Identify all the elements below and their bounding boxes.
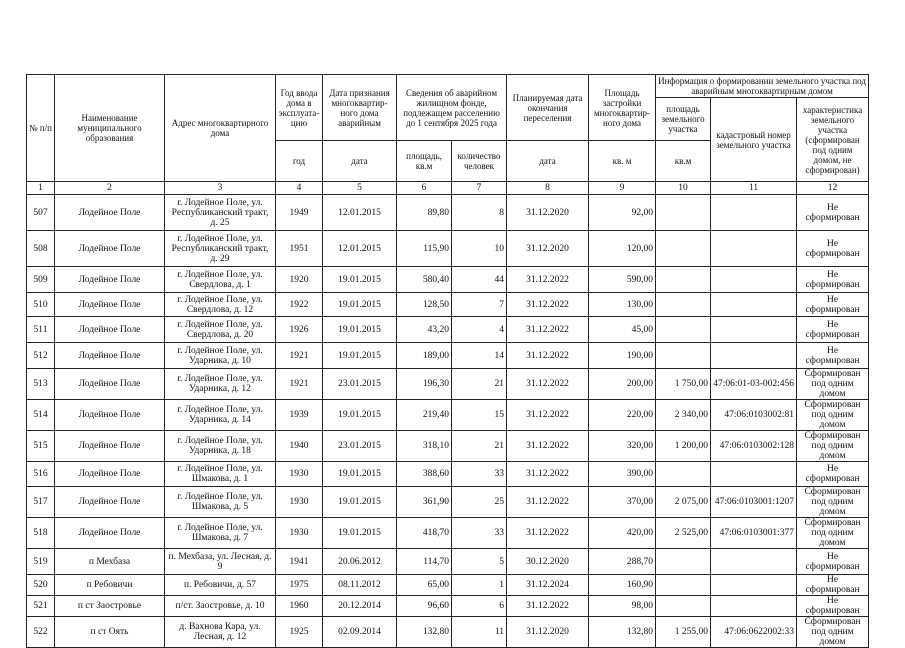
build-area-cell: 320,00 [589, 431, 656, 462]
year-cell: 1975 [276, 575, 323, 596]
subheader-planned: дата [507, 141, 589, 182]
land-characteristic-cell: Не сформирован [797, 231, 869, 267]
build-area-cell: 288,70 [589, 549, 656, 575]
people-cell: 5 [452, 549, 507, 575]
people-cell: 11 [452, 617, 507, 648]
area-cell: 114,70 [397, 549, 452, 575]
row-number-cell: 515 [27, 431, 55, 462]
build-area-cell: 98,00 [589, 596, 656, 617]
row-number-cell: 514 [27, 400, 55, 431]
municipality-cell: п ст Оять [55, 617, 165, 648]
build-area-cell: 132,80 [589, 617, 656, 648]
header-year: Год ввода дома в эксплуата- цию [276, 75, 323, 141]
municipality-cell: Лодейное Поле [55, 487, 165, 518]
people-cell: 10 [452, 231, 507, 267]
row-number-cell: 513 [27, 369, 55, 400]
build-area-cell: 130,00 [589, 293, 656, 317]
row-number-cell: 507 [27, 195, 55, 231]
recognition-date-cell: 02.09.2014 [323, 617, 397, 648]
cadastral-number-cell [711, 596, 797, 617]
cadastral-number-cell [711, 575, 797, 596]
column-number-cell: 12 [797, 182, 869, 195]
land-area-cell: 1 255,00 [656, 617, 711, 648]
land-characteristic-cell: Не сформирован [797, 575, 869, 596]
header-land-characteristic: характеристика земельного участка (сформирован под одним домом, не сформирован) [797, 98, 869, 182]
subheader-build-area: кв. м [589, 141, 656, 182]
address-cell: г. Лодейное Поле, ул. Республиканский тракт, д. 25 [165, 195, 276, 231]
people-cell: 6 [452, 596, 507, 617]
recognition-date-cell: 19.01.2015 [323, 317, 397, 343]
land-area-cell [656, 267, 711, 293]
build-area-cell: 420,00 [589, 518, 656, 549]
planned-date-cell: 31.12.2022 [507, 343, 589, 369]
header-cadastral: кадастровый номер земельного участка [711, 98, 797, 182]
table-row [27, 462, 869, 487]
land-area-cell [656, 596, 711, 617]
column-number-cell: 9 [589, 182, 656, 195]
people-cell: 21 [452, 431, 507, 462]
subheader-date: дата [323, 141, 397, 182]
municipality-cell: Лодейное Поле [55, 518, 165, 549]
table-row [27, 575, 869, 596]
area-cell: 65,00 [397, 575, 452, 596]
municipality-cell: Лодейное Поле [55, 369, 165, 400]
land-area-cell: 2 075,00 [656, 487, 711, 518]
recognition-date-cell: 19.01.2015 [323, 343, 397, 369]
address-cell: г. Лодейное Поле, ул. Ударника, д. 14 [165, 400, 276, 431]
planned-date-cell: 31.12.2022 [507, 487, 589, 518]
table-row [27, 195, 869, 231]
planned-date-cell: 31.12.2020 [507, 231, 589, 267]
row-number-cell: 510 [27, 293, 55, 317]
land-area-cell [656, 575, 711, 596]
land-area-cell: 2 525,00 [656, 518, 711, 549]
table-row [27, 596, 869, 617]
row-number-cell: 519 [27, 549, 55, 575]
land-characteristic-cell: Не сформирован [797, 317, 869, 343]
land-area-cell [656, 549, 711, 575]
area-cell: 189,00 [397, 343, 452, 369]
table-row [27, 487, 869, 518]
municipality-cell: Лодейное Поле [55, 195, 165, 231]
header-municipality: Наименование муниципального образования [55, 75, 165, 182]
build-area-cell: 370,00 [589, 487, 656, 518]
area-cell: 580,40 [397, 267, 452, 293]
municipality-cell: Лодейное Поле [55, 343, 165, 369]
address-cell: г. Лодейное Поле, ул. Свердлова, д. 20 [165, 317, 276, 343]
cadastral-number-cell: 47:06:0103001:1207 [711, 487, 797, 518]
area-cell: 115,90 [397, 231, 452, 267]
address-cell: г. Лодейное Поле, ул. Ударника, д. 18 [165, 431, 276, 462]
cadastral-number-cell [711, 267, 797, 293]
municipality-cell: Лодейное Поле [55, 431, 165, 462]
planned-date-cell: 31.12.2022 [507, 462, 589, 487]
address-cell: г. Лодейное Поле, ул. Шмакова, д. 1 [165, 462, 276, 487]
table-row [27, 617, 869, 648]
row-number-cell: 520 [27, 575, 55, 596]
row-number-cell: 521 [27, 596, 55, 617]
planned-date-cell: 31.12.2022 [507, 267, 589, 293]
table-row [27, 431, 869, 462]
land-characteristic-cell: Не сформирован [797, 267, 869, 293]
recognition-date-cell: 20.12.2014 [323, 596, 397, 617]
people-cell: 8 [452, 195, 507, 231]
land-characteristic-cell: Сформирован под одним домом [797, 431, 869, 462]
cadastral-number-cell [711, 293, 797, 317]
build-area-cell: 190,00 [589, 343, 656, 369]
land-characteristic-cell: Сформирован под одним домом [797, 369, 869, 400]
column-number-cell: 7 [452, 182, 507, 195]
recognition-date-cell: 12.01.2015 [323, 195, 397, 231]
recognition-date-cell: 12.01.2015 [323, 231, 397, 267]
row-number-cell: 511 [27, 317, 55, 343]
table-row [27, 549, 869, 575]
land-characteristic-cell: Сформирован под одним домом [797, 617, 869, 648]
row-number-cell: 522 [27, 617, 55, 648]
column-number-cell: 2 [55, 182, 165, 195]
recognition-date-cell: 19.01.2015 [323, 400, 397, 431]
planned-date-cell: 31.12.2022 [507, 518, 589, 549]
recognition-date-cell: 23.01.2015 [323, 431, 397, 462]
area-cell: 96,60 [397, 596, 452, 617]
address-cell: г. Лодейное Поле, ул. Шмакова, д. 5 [165, 487, 276, 518]
cadastral-number-cell [711, 195, 797, 231]
cadastral-number-cell: 47:06:01-03-002:456 [711, 369, 797, 400]
emergency-housing-table [26, 74, 869, 648]
year-cell: 1949 [276, 195, 323, 231]
year-cell: 1930 [276, 462, 323, 487]
row-number-cell: 509 [27, 267, 55, 293]
land-area-cell: 1 750,00 [656, 369, 711, 400]
address-cell: п/ст. Заостровье, д. 10 [165, 596, 276, 617]
area-cell: 418,70 [397, 518, 452, 549]
municipality-cell: Лодейное Поле [55, 267, 165, 293]
header-build-area: Площадь застройки многоквартир- ного дома [589, 75, 656, 141]
cadastral-number-cell: 47:06:0103001:377 [711, 518, 797, 549]
cadastral-number-cell: 47:06:0103002:128 [711, 431, 797, 462]
land-characteristic-cell: Сформирован под одним домом [797, 518, 869, 549]
people-cell: 33 [452, 518, 507, 549]
people-cell: 44 [452, 267, 507, 293]
address-cell: п. Ребовичи, д. 57 [165, 575, 276, 596]
year-cell: 1921 [276, 369, 323, 400]
year-cell: 1930 [276, 487, 323, 518]
header-housing-info: Сведения об аварийном жилищном фонде, подлежащем расселению до 1 сентября 2025 года [397, 75, 507, 141]
planned-date-cell: 31.12.2024 [507, 575, 589, 596]
year-cell: 1951 [276, 231, 323, 267]
cadastral-number-cell [711, 231, 797, 267]
land-characteristic-cell: Не сформирован [797, 195, 869, 231]
area-cell: 128,50 [397, 293, 452, 317]
planned-date-cell: 31.12.2020 [507, 617, 589, 648]
land-area-cell [656, 462, 711, 487]
header-num: № п/п [27, 75, 55, 182]
column-number-cell: 5 [323, 182, 397, 195]
people-cell: 25 [452, 487, 507, 518]
year-cell: 1926 [276, 317, 323, 343]
header-land-info: Информация о формировании земельного участка под аварийным многоквартирным домом [656, 75, 869, 98]
recognition-date-cell: 19.01.2015 [323, 293, 397, 317]
table-row [27, 317, 869, 343]
year-cell: 1941 [276, 549, 323, 575]
area-cell: 43,20 [397, 317, 452, 343]
year-cell: 1930 [276, 518, 323, 549]
people-cell: 33 [452, 462, 507, 487]
address-cell: п. Мехбаза, ул. Лесная, д. 9 [165, 549, 276, 575]
people-cell: 1 [452, 575, 507, 596]
land-characteristic-cell: Сформирован под одним домом [797, 400, 869, 431]
address-cell: г. Лодейное Поле, ул. Республиканский тракт, д. 29 [165, 231, 276, 267]
column-number-cell: 1 [27, 182, 55, 195]
row-number-cell: 512 [27, 343, 55, 369]
build-area-cell: 200,00 [589, 369, 656, 400]
year-cell: 1921 [276, 343, 323, 369]
area-cell: 196,30 [397, 369, 452, 400]
people-cell: 7 [452, 293, 507, 317]
land-characteristic-cell: Сформирован под одним домом [797, 487, 869, 518]
planned-date-cell: 30.12.2020 [507, 549, 589, 575]
recognition-date-cell: 08.11.2012 [323, 575, 397, 596]
row-number-cell: 517 [27, 487, 55, 518]
planned-date-cell: 31.12.2022 [507, 369, 589, 400]
planned-date-cell: 31.12.2022 [507, 293, 589, 317]
land-area-cell: 1 200,00 [656, 431, 711, 462]
column-number-cell: 8 [507, 182, 589, 195]
area-cell: 219,40 [397, 400, 452, 431]
cadastral-number-cell: 47:06:0622002:33 [711, 617, 797, 648]
year-cell: 1960 [276, 596, 323, 617]
subheader-year: год [276, 141, 323, 182]
recognition-date-cell: 19.01.2015 [323, 267, 397, 293]
planned-date-cell: 31.12.2022 [507, 431, 589, 462]
cadastral-number-cell [711, 462, 797, 487]
planned-date-cell: 31.12.2020 [507, 195, 589, 231]
build-area-cell: 390,00 [589, 462, 656, 487]
build-area-cell: 590,00 [589, 267, 656, 293]
year-cell: 1920 [276, 267, 323, 293]
build-area-cell: 45,00 [589, 317, 656, 343]
header-address: Адрес многоквартирного дома [165, 75, 276, 182]
build-area-cell: 92,00 [589, 195, 656, 231]
municipality-cell: п Ребовичи [55, 575, 165, 596]
people-cell: 14 [452, 343, 507, 369]
municipality-cell: Лодейное Поле [55, 293, 165, 317]
recognition-date-cell: 23.01.2015 [323, 369, 397, 400]
address-cell: г. Лодейное Поле, ул. Свердлова, д. 12 [165, 293, 276, 317]
land-characteristic-cell: Не сформирован [797, 293, 869, 317]
cadastral-number-cell [711, 317, 797, 343]
recognition-date-cell: 20.06.2012 [323, 549, 397, 575]
land-area-cell [656, 343, 711, 369]
area-cell: 388,60 [397, 462, 452, 487]
table-row [27, 400, 869, 431]
table-row [27, 231, 869, 267]
table-row [27, 369, 869, 400]
area-cell: 132,80 [397, 617, 452, 648]
land-characteristic-cell: Не сформирован [797, 343, 869, 369]
people-cell: 4 [452, 317, 507, 343]
table-row [27, 267, 869, 293]
address-cell: д. Вахнова Кара, ул. Лесная, д. 12 [165, 617, 276, 648]
planned-date-cell: 31.12.2022 [507, 400, 589, 431]
area-cell: 318,10 [397, 431, 452, 462]
build-area-cell: 220,00 [589, 400, 656, 431]
column-number-cell: 3 [165, 182, 276, 195]
recognition-date-cell: 19.01.2015 [323, 518, 397, 549]
row-number-cell: 508 [27, 231, 55, 267]
address-cell: г. Лодейное Поле, ул. Ударника, д. 10 [165, 343, 276, 369]
planned-date-cell: 31.12.2022 [507, 596, 589, 617]
municipality-cell: Лодейное Поле [55, 462, 165, 487]
header-recognition-date: Дата признания многоквартир- ного дома аварийным [323, 75, 397, 141]
row-number-cell: 518 [27, 518, 55, 549]
column-number-cell: 11 [711, 182, 797, 195]
planned-date-cell: 31.12.2022 [507, 317, 589, 343]
land-characteristic-cell: Не сформирован [797, 549, 869, 575]
address-cell: г. Лодейное Поле, ул. Ударника, д. 12 [165, 369, 276, 400]
cadastral-number-cell [711, 343, 797, 369]
subheader-people: количество человек [452, 141, 507, 182]
area-cell: 89,80 [397, 195, 452, 231]
land-area-cell [656, 317, 711, 343]
municipality-cell: п ст Заостровье [55, 596, 165, 617]
cadastral-number-cell [711, 549, 797, 575]
table-row [27, 293, 869, 317]
municipality-cell: Лодейное Поле [55, 317, 165, 343]
header-planned-date: Планируемая дата окончания переселения [507, 75, 589, 141]
year-cell: 1940 [276, 431, 323, 462]
subheader-land-area: кв.м [656, 141, 711, 182]
area-cell: 361,90 [397, 487, 452, 518]
people-cell: 21 [452, 369, 507, 400]
build-area-cell: 120,00 [589, 231, 656, 267]
table-row [27, 518, 869, 549]
recognition-date-cell: 19.01.2015 [323, 462, 397, 487]
land-area-cell [656, 195, 711, 231]
column-number-cell: 10 [656, 182, 711, 195]
recognition-date-cell: 19.01.2015 [323, 487, 397, 518]
municipality-cell: Лодейное Поле [55, 400, 165, 431]
land-area-cell [656, 231, 711, 267]
land-characteristic-cell: Не сформирован [797, 462, 869, 487]
cadastral-number-cell: 47:06:0103002:81 [711, 400, 797, 431]
land-area-cell [656, 293, 711, 317]
land-characteristic-cell: Не сформирован [797, 596, 869, 617]
municipality-cell: п Мехбаза [55, 549, 165, 575]
document-page [26, 74, 868, 648]
land-area-cell: 2 340,00 [656, 400, 711, 431]
column-number-cell: 6 [397, 182, 452, 195]
column-number-cell: 4 [276, 182, 323, 195]
header-land-area: площадь земельного участка [656, 98, 711, 141]
year-cell: 1925 [276, 617, 323, 648]
year-cell: 1922 [276, 293, 323, 317]
row-number-cell: 516 [27, 462, 55, 487]
municipality-cell: Лодейное Поле [55, 231, 165, 267]
table-row [27, 343, 869, 369]
address-cell: г. Лодейное Поле, ул. Шмакова, д. 7 [165, 518, 276, 549]
build-area-cell: 160,90 [589, 575, 656, 596]
address-cell: г. Лодейное Поле, ул. Свердлова, д. 1 [165, 267, 276, 293]
year-cell: 1939 [276, 400, 323, 431]
people-cell: 15 [452, 400, 507, 431]
subheader-area: площадь, кв.м [397, 141, 452, 182]
